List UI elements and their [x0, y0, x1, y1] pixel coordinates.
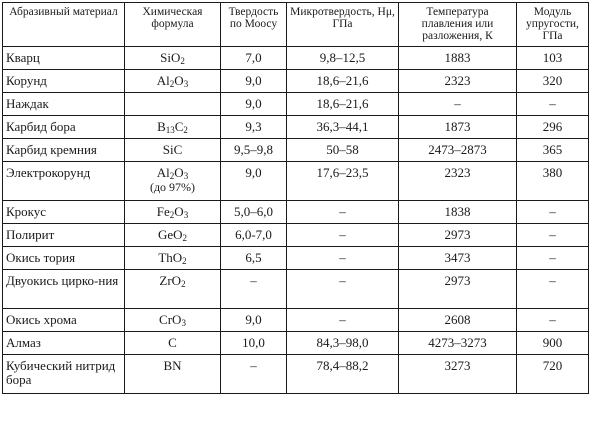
formula-note: (до 97%) [149, 180, 196, 194]
cell-hardness-mohs [221, 162, 287, 201]
cell-formula [125, 309, 221, 332]
cell-material [3, 270, 125, 309]
cell-melting-temp [399, 93, 517, 116]
microhardness-value: 18,6–21,6 [316, 96, 369, 111]
elastic-modulus-value: 365 [542, 142, 563, 157]
table-row [3, 355, 589, 394]
cell-melting-temp [399, 201, 517, 224]
abrasive-properties-table [2, 2, 589, 394]
formula-subscript: 2 [169, 79, 175, 89]
hardness-value: 7,0 [245, 50, 262, 65]
cell-formula [125, 162, 221, 201]
cell-microhardness [287, 93, 399, 116]
melting-temp-value: 2473–2873 [428, 142, 487, 157]
material-name: Алмаз [6, 335, 41, 350]
table-row [3, 247, 589, 270]
cell-melting-temp [399, 224, 517, 247]
cell-material [3, 201, 125, 224]
table-row [3, 116, 589, 139]
cell-material [3, 116, 125, 139]
cell-microhardness [287, 116, 399, 139]
cell-elastic-modulus [517, 270, 589, 309]
formula-subscript-2: 2 [183, 125, 188, 135]
cell-elastic-modulus [517, 247, 589, 270]
cell-hardness-mohs [221, 270, 287, 309]
elastic-modulus-value: – [549, 96, 556, 111]
table-row [3, 309, 589, 332]
cell-formula [125, 139, 221, 162]
microhardness-value: 18,6–21,6 [316, 73, 369, 88]
cell-elastic-modulus [517, 201, 589, 224]
cell-hardness-mohs [221, 47, 287, 70]
hardness-value: 9,3 [245, 119, 262, 134]
table-body [3, 47, 589, 394]
formula-base-2: O [174, 165, 184, 180]
melting-temp-value: 2973 [444, 273, 471, 288]
formula-subscript: 3 [181, 318, 186, 328]
cell-microhardness [287, 224, 399, 247]
melting-temp-value: 3273 [444, 358, 471, 373]
microhardness-value: 84,3–98,0 [316, 335, 369, 350]
microhardness-value: – [339, 204, 346, 219]
cell-hardness-mohs [221, 247, 287, 270]
formula-base: C [168, 335, 177, 350]
cell-formula [125, 270, 221, 309]
material-name: Корунд [6, 73, 47, 88]
table-row [3, 270, 589, 309]
melting-temp-value: – [454, 96, 461, 111]
microhardness-value: 36,3–44,1 [316, 119, 369, 134]
header-row [3, 3, 589, 47]
cell-material [3, 70, 125, 93]
cell-hardness-mohs [221, 139, 287, 162]
cell-elastic-modulus [517, 224, 589, 247]
microhardness-value: – [339, 250, 346, 265]
formula-subscript: 2 [181, 279, 186, 289]
microhardness-value: 17,6–23,5 [316, 165, 369, 180]
formula-base: Al [156, 165, 170, 180]
formula-subscript-2: 3 [183, 210, 189, 220]
header-elastic-modulus: Модуль упругости, ГПа [517, 3, 589, 47]
formula-subscript-2: 3 [183, 79, 189, 89]
elastic-modulus-value: – [549, 250, 556, 265]
cell-microhardness [287, 139, 399, 162]
microhardness-value: 9,8–12,5 [319, 50, 366, 65]
elastic-modulus-value: 103 [542, 50, 563, 65]
melting-temp-value: 1838 [444, 204, 471, 219]
cell-microhardness [287, 70, 399, 93]
cell-microhardness [287, 309, 399, 332]
cell-formula [125, 70, 221, 93]
formula-subscript: 2 [182, 256, 187, 266]
cell-melting-temp [399, 162, 517, 201]
cell-formula [125, 332, 221, 355]
material-name: Окись хрома [6, 312, 77, 327]
elastic-modulus-value: 320 [542, 73, 563, 88]
formula-base: Al [156, 73, 170, 88]
cell-elastic-modulus [517, 47, 589, 70]
cell-elastic-modulus [517, 116, 589, 139]
cell-hardness-mohs [221, 224, 287, 247]
cell-hardness-mohs [221, 93, 287, 116]
cell-elastic-modulus [517, 332, 589, 355]
cell-microhardness [287, 162, 399, 201]
cell-material [3, 162, 125, 201]
elastic-modulus-value: – [549, 312, 556, 327]
material-name: Полирит [6, 227, 55, 242]
cell-formula [125, 201, 221, 224]
formula-base: SiC [162, 142, 183, 157]
table-row [3, 139, 589, 162]
cell-material [3, 139, 125, 162]
cell-microhardness [287, 47, 399, 70]
microhardness-value: – [339, 273, 346, 288]
cell-microhardness [287, 270, 399, 309]
melting-temp-value: 3473 [444, 250, 471, 265]
cell-material [3, 355, 125, 394]
melting-temp-value: 2608 [444, 312, 471, 327]
formula-subscript-2: 3 [183, 171, 189, 181]
material-name: Кварц [6, 50, 40, 65]
header-microhardness: Микротвердость, Hμ, ГПа [287, 3, 399, 47]
cell-formula [125, 247, 221, 270]
hardness-value: 5,0–6,0 [234, 204, 273, 219]
hardness-value: 9,0 [245, 96, 262, 111]
formula-base-2: O [174, 73, 184, 88]
cell-formula [125, 224, 221, 247]
cell-material [3, 309, 125, 332]
microhardness-value: 78,4–88,2 [316, 358, 369, 373]
material-name: Двуокись цирко-ния [6, 273, 119, 288]
cell-microhardness [287, 332, 399, 355]
cell-melting-temp [399, 116, 517, 139]
cell-formula [125, 93, 221, 116]
hardness-value: 9,0 [245, 312, 262, 327]
material-name: Наждак [6, 96, 49, 111]
formula-subscript: 2 [182, 233, 188, 243]
microhardness-value: 50–58 [326, 142, 359, 157]
cell-elastic-modulus [517, 139, 589, 162]
cell-material [3, 332, 125, 355]
cell-material [3, 93, 125, 116]
cell-material [3, 224, 125, 247]
cell-elastic-modulus [517, 70, 589, 93]
table-row [3, 332, 589, 355]
formula-base-2: C [174, 119, 184, 134]
melting-temp-value: 2973 [444, 227, 471, 242]
cell-material [3, 247, 125, 270]
header-melting-temp: Температура плавления или разложения, К [399, 3, 517, 47]
formula-base: B [157, 119, 166, 134]
cell-microhardness [287, 247, 399, 270]
cell-elastic-modulus [517, 93, 589, 116]
formula-base: ZrO [159, 273, 182, 288]
cell-formula [125, 47, 221, 70]
material-name: Крокус [6, 204, 47, 219]
formula-subscript: 2 [180, 56, 185, 66]
cell-microhardness [287, 201, 399, 224]
formula-base: Fe [156, 204, 170, 219]
formula-base: GeO [157, 227, 183, 242]
formula-subscript: 2 [169, 171, 175, 181]
material-name: Кубический нитрид бора [6, 358, 116, 387]
header-material: Абразивный материал [3, 3, 125, 47]
material-name: Окись тория [6, 250, 76, 265]
formula-base: ThO [158, 250, 183, 265]
cell-melting-temp [399, 247, 517, 270]
microhardness-value: – [339, 312, 346, 327]
cell-elastic-modulus [517, 162, 589, 201]
table-row [3, 47, 589, 70]
melting-temp-value: 2323 [444, 165, 471, 180]
melting-temp-value: 2323 [444, 73, 471, 88]
melting-temp-value: 4273–3273 [428, 335, 487, 350]
header-formula: Химическая формула [125, 3, 221, 47]
hardness-value: 10,0 [242, 335, 265, 350]
elastic-modulus-value: – [549, 273, 556, 288]
cell-melting-temp [399, 355, 517, 394]
elastic-modulus-value: 296 [542, 119, 563, 134]
formula-base-2: O [174, 204, 184, 219]
cell-hardness-mohs [221, 309, 287, 332]
cell-material [3, 47, 125, 70]
formula-subscript: 2 [169, 210, 175, 220]
table-row [3, 93, 589, 116]
cell-melting-temp [399, 139, 517, 162]
cell-melting-temp [399, 270, 517, 309]
cell-hardness-mohs [221, 355, 287, 394]
cell-elastic-modulus [517, 309, 589, 332]
material-name: Карбид кремния [6, 142, 97, 157]
elastic-modulus-value: 720 [542, 358, 563, 373]
elastic-modulus-value: 900 [542, 335, 563, 350]
microhardness-value: – [339, 227, 346, 242]
cell-formula [125, 116, 221, 139]
cell-melting-temp [399, 309, 517, 332]
table-row [3, 70, 589, 93]
elastic-modulus-value: 380 [542, 165, 563, 180]
table-row [3, 201, 589, 224]
hardness-value: 9,5–9,8 [234, 142, 273, 157]
table-row [3, 224, 589, 247]
cell-melting-temp [399, 332, 517, 355]
material-name: Электрокорунд [6, 165, 91, 180]
formula-subscript: 13 [165, 125, 175, 135]
cell-microhardness [287, 355, 399, 394]
formula-base: CrO [159, 312, 182, 327]
hardness-value: – [250, 358, 257, 373]
cell-formula [125, 355, 221, 394]
elastic-modulus-value: – [549, 204, 556, 219]
cell-elastic-modulus [517, 355, 589, 394]
formula-base: SiO [160, 50, 181, 65]
cell-hardness-mohs [221, 332, 287, 355]
melting-temp-value: 1873 [444, 119, 471, 134]
hardness-value: – [250, 273, 257, 288]
cell-hardness-mohs [221, 116, 287, 139]
hardness-value: 6,5 [245, 250, 262, 265]
cell-hardness-mohs [221, 70, 287, 93]
cell-melting-temp [399, 70, 517, 93]
hardness-value: 6,0-7,0 [235, 227, 272, 242]
hardness-value: 9,0 [245, 165, 262, 180]
material-name: Карбид бора [6, 119, 76, 134]
elastic-modulus-value: – [549, 227, 556, 242]
melting-temp-value: 1883 [444, 50, 471, 65]
cell-hardness-mohs [221, 201, 287, 224]
header-hardness-mohs: Твердость по Моосу [221, 3, 287, 47]
cell-melting-temp [399, 47, 517, 70]
formula-base: BN [163, 358, 182, 373]
table-row [3, 162, 589, 201]
hardness-value: 9,0 [245, 73, 262, 88]
